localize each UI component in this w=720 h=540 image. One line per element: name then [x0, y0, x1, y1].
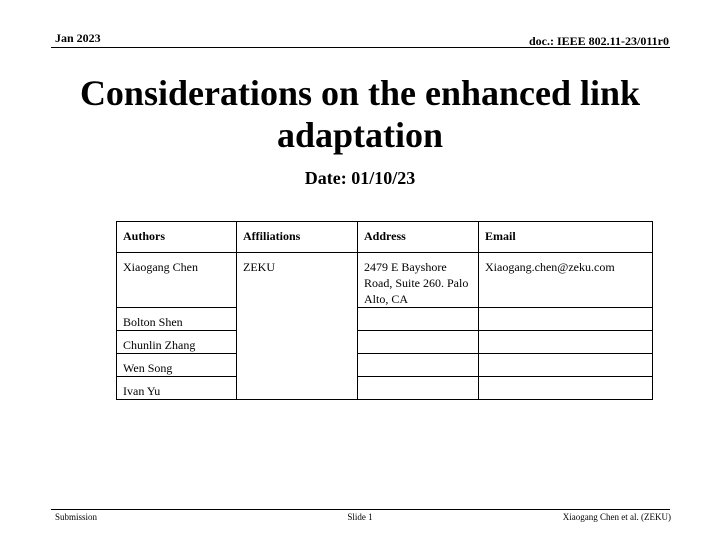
header-address: Address: [358, 222, 479, 253]
footer-divider: [51, 509, 670, 510]
table-header-row: [117, 222, 653, 253]
table-row: [117, 377, 653, 400]
header-date: Jan 2023: [55, 31, 101, 45]
author-cell: Xiaogang Chen: [117, 253, 237, 308]
table-row: [117, 308, 653, 331]
author-cell: Chunlin Zhang: [117, 331, 237, 354]
header-affiliations: Affiliations: [237, 222, 358, 253]
footer-submission: Submission: [55, 512, 98, 522]
header-authors: Authors: [117, 222, 237, 253]
header-email: Email: [479, 222, 653, 253]
slide-date: Date: 01/10/23: [304, 168, 416, 188]
email-cell: Xiaogang.chen@zeku.com: [479, 253, 653, 308]
email-cell: [479, 331, 653, 354]
address-cell: [358, 308, 479, 331]
author-cell: Bolton Shen: [117, 308, 237, 331]
address-cell: [358, 354, 479, 377]
header-doc-id: doc.: IEEE 802.11-23/011r0: [528, 34, 669, 48]
table-row: [117, 354, 653, 377]
header-divider: [51, 47, 670, 48]
email-cell: [479, 308, 653, 331]
address-cell: 2479 E Bayshore Road, Suite 260. Palo Alto, CA: [358, 253, 479, 308]
authors-table: [116, 221, 653, 400]
email-cell: [479, 354, 653, 377]
address-cell: [358, 377, 479, 400]
address-cell: [358, 331, 479, 354]
affiliation-cell: ZEKU: [237, 253, 358, 400]
email-cell: [479, 377, 653, 400]
slide-title: Considerations on the enhanced link adaptation: [79, 73, 641, 155]
table-row: [117, 331, 653, 354]
author-cell: Wen Song: [117, 354, 237, 377]
footer-slide-number: Slide 1: [347, 512, 373, 522]
author-cell: Ivan Yu: [117, 377, 237, 400]
table-row: [117, 253, 653, 308]
footer-author: Xiaogang Chen et al. (ZEKU): [562, 512, 671, 522]
